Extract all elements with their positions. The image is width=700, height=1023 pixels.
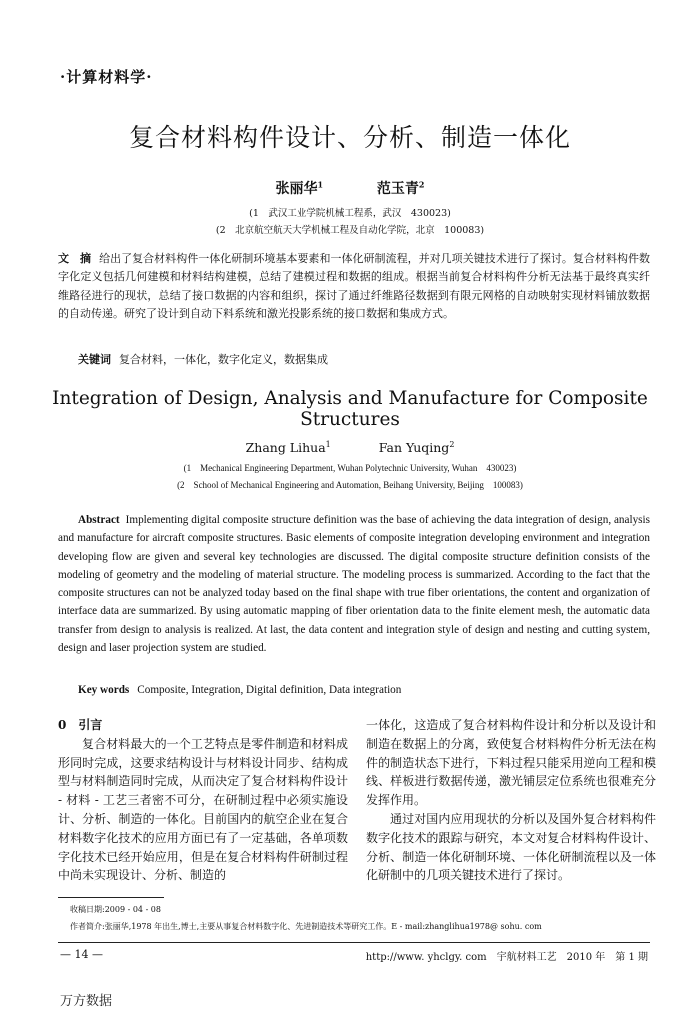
keywords-zh-text: 复合材料，一体化，数字化定义，数据集成 [119, 353, 328, 366]
abstract-en [58, 511, 650, 657]
author-zh-2-sup: 2 [418, 179, 425, 190]
footnote-author-bio: 作者简介:张丽华,1978 年出生,博士,主要从事复合材料数字化、先进制造技术等研究工作。E - mail:zhanglihua1978@ sohu. com [70, 922, 542, 931]
footer-rule [58, 942, 650, 943]
page-number: — 14 — [60, 948, 103, 961]
abstract-zh-label: 文 摘 [58, 252, 92, 265]
abstract-zh-text: 给出了复合材料构件一体化研制环境基本要素和一体化研制流程，并对几项关键技术进行了探讨。复合材料构件数字化定义包括几何建模和材料结构建模，总结了建模过程和数据的组成。根据当前复合材料构件分析无法基于最终真实纤维路径进行的现状，总结了接口数据的内容和组织，探讨了通过纤维路径数据到有限元网格的自动映射实现材料铺放数据的自动传递。研究了设计到自动下料系统和激光投影系统的接口数据和集成方式。 [58, 252, 651, 320]
body-column-left [58, 716, 348, 885]
keywords-en-label: Key words [78, 684, 130, 696]
author-zh-2: 范玉青 [376, 181, 419, 197]
footnote-divider [58, 897, 164, 898]
watermark: 万方数据 [60, 994, 113, 1009]
authors-zh [0, 178, 700, 198]
section-heading-introduction: 0 引言 [58, 718, 103, 732]
abstract-en-label: Abstract [78, 514, 120, 526]
author-en-1-sup: 1 [325, 440, 331, 449]
author-en-2: Fan Yuqing [378, 440, 450, 456]
keywords-zh-label: 关键词 [78, 353, 111, 366]
journal-info: http://www. yhclgy. com 宇航材料工艺 2010 年 第 1 期 [365, 952, 648, 963]
title-en: Integration of Design, Analysis and Manufacture for Composite Structures [52, 388, 648, 430]
keywords-zh [78, 351, 328, 367]
authors-en [0, 440, 700, 455]
affiliation-zh-2: (2 北京航空航天大学机械工程及自动化学院，北京 100083) [215, 225, 485, 236]
footnote-received-date: 收稿日期:2009 - 04 - 08 [70, 905, 161, 914]
affiliation-en-2: (2 School of Mechanical Engineering and Automation, Beihang University, Beijing 100083) [177, 480, 523, 490]
abstract-zh [58, 250, 650, 323]
author-zh-1: 张丽华 [275, 181, 318, 197]
affiliation-zh-1: (1 武汉工业学院机械工程系，武汉 430023) [249, 208, 451, 219]
section-tag: ·计算材料学· [60, 68, 153, 86]
author-zh-1-sup: 1 [317, 179, 324, 190]
affiliation-en-1: (1 Mechanical Engineering Department, Wuhan Polytechnic University, Wuhan 430023) [183, 463, 517, 473]
abstract-en-text: Implementing digital composite structure definition was the base of achieving the data integration of design, analysis and manufacture for aircraft composite structures. Basic elements of composite integration developing environment and integration developing flow are given and several key technologies are discussed. The digital composite structure definition consists of the modeling of geometry and the modeling of material structure. The modeling process is summarized. According to the fact that the composite structures can not be analyzed today based on the final shape with true fiber orientations, the content and organization of interface data are summarized. By using automatic mapping of fiber orientation data to the finite element mesh, the automatic data transfer from design to analysis is realized. At last, the data content and integration style of design and nesting and cutting system, design and laser projection system are studied. [58, 514, 650, 655]
body-paragraph-1: 复合材料最大的一个工艺特点是零件制造和材料成形同时完成，这要求结构设计与材料设计同步、结构成型与材料制造同时完成，从而决定了复合材料构件设计 - 材料 - 工艺三者密不可分，在研制过程中必须实施设计、分析、制造的一体化。目前国内的航空企业在复合材料数字化技术的应用方面已有了一定基础，各单项数字化技术已经开始应用，但是在复合材料构件研制过程中尚未实现设计、分析、制造的 [58, 736, 348, 883]
body-column-right [366, 716, 656, 885]
keywords-en-text: Composite, Integration, Digital definition, Data integration [137, 684, 402, 696]
author-en-1: Zhang Lihua [245, 440, 326, 456]
keywords-en [78, 684, 401, 696]
title-zh: 复合材料构件设计、分析、制造一体化 [128, 123, 571, 152]
body-paragraph-2: 通过对国内应用现状的分析以及国外复合材料构件数字化技术的跟踪与研究，本文对复合材料构件设计、分析、制造一体化研制环境、一体化研制流程以及一体化研制中的几项关键技术进行了探讨。 [366, 811, 656, 883]
body-paragraph-1-continued: 一体化，这造成了复合材料构件设计和分析以及设计和制造在数据上的分离，致使复合材料构件分析无法在构件的制造状态下进行，下料过程只能采用逆向工程和模线、样板进行数据传递，激光铺层定位系统也很难充分发挥作用。 [366, 718, 656, 808]
author-en-2-sup: 2 [449, 440, 455, 449]
